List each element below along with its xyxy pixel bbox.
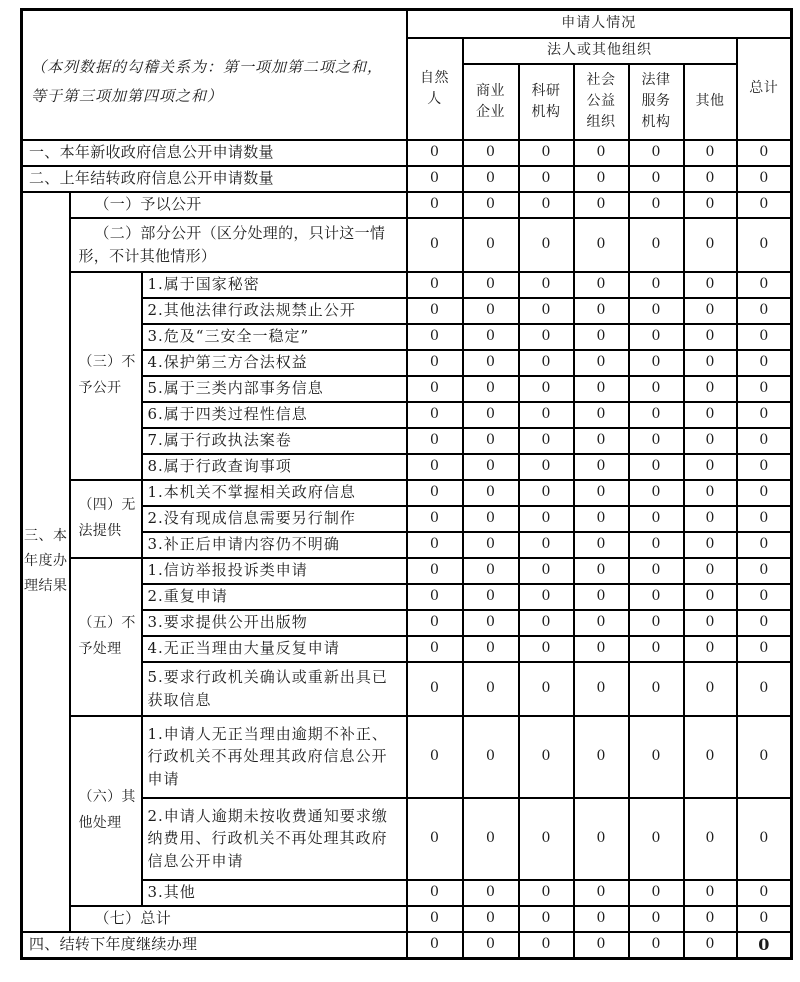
value-cell: 0 bbox=[574, 324, 629, 350]
value-cell: 0 bbox=[574, 140, 629, 166]
value-cell: 0 bbox=[684, 402, 737, 428]
row-carryover-next bbox=[22, 932, 792, 959]
row-granted bbox=[22, 192, 792, 218]
value-cell: 0 bbox=[519, 798, 574, 880]
value-cell: 0 bbox=[684, 376, 737, 402]
value-cell: 0 bbox=[574, 350, 629, 376]
value-cell: 0 bbox=[629, 428, 684, 454]
value-cell: 0 bbox=[629, 272, 684, 298]
row-section3-total bbox=[22, 906, 792, 932]
value-cell: 0 bbox=[407, 880, 463, 906]
item-label: 7.属于行政执法案卷 bbox=[142, 428, 407, 454]
item-label: 3.要求提供公开出版物 bbox=[142, 610, 407, 636]
value-cell: 0 bbox=[407, 610, 463, 636]
value-cell: 0 bbox=[737, 932, 792, 959]
value-cell: 0 bbox=[629, 558, 684, 584]
value-cell: 0 bbox=[463, 584, 519, 610]
value-cell: 0 bbox=[407, 798, 463, 880]
value-cell: 0 bbox=[629, 636, 684, 662]
subsection-label-not-processed: （五）不予处理 bbox=[70, 558, 142, 716]
gov-info-disclosure-request-table bbox=[20, 8, 793, 960]
value-cell: 0 bbox=[463, 272, 519, 298]
value-cell: 0 bbox=[519, 532, 574, 558]
item-label: 3.补正后申请内容仍不明确 bbox=[142, 532, 407, 558]
value-cell: 0 bbox=[737, 140, 792, 166]
value-cell: 0 bbox=[407, 636, 463, 662]
value-cell: 0 bbox=[684, 906, 737, 932]
value-cell: 0 bbox=[574, 166, 629, 192]
value-cell: 0 bbox=[737, 402, 792, 428]
value-cell: 0 bbox=[684, 798, 737, 880]
item-label: 1.申请人无正当理由逾期不补正、行政机关不再处理其政府信息公开申请 bbox=[142, 716, 407, 798]
value-cell: 0 bbox=[519, 610, 574, 636]
value-cell: 0 bbox=[684, 584, 737, 610]
value-cell: 0 bbox=[574, 272, 629, 298]
value-cell: 0 bbox=[574, 880, 629, 906]
value-cell: 0 bbox=[737, 506, 792, 532]
value-cell: 0 bbox=[684, 350, 737, 376]
value-cell: 0 bbox=[407, 272, 463, 298]
item-label: 1.属于国家秘密 bbox=[142, 272, 407, 298]
value-cell: 0 bbox=[463, 428, 519, 454]
row-partial bbox=[22, 218, 792, 272]
value-cell: 0 bbox=[463, 716, 519, 798]
value-cell: 0 bbox=[463, 402, 519, 428]
value-cell: 0 bbox=[463, 532, 519, 558]
value-cell: 0 bbox=[519, 140, 574, 166]
value-cell: 0 bbox=[684, 558, 737, 584]
value-cell: 0 bbox=[407, 324, 463, 350]
subsection-label: （一）予以公开 bbox=[70, 192, 407, 218]
value-cell: 0 bbox=[684, 428, 737, 454]
value-cell: 0 bbox=[574, 402, 629, 428]
value-cell: 0 bbox=[519, 584, 574, 610]
value-cell: 0 bbox=[407, 932, 463, 959]
row-otherhandling-1 bbox=[22, 716, 792, 798]
value-cell: 0 bbox=[463, 880, 519, 906]
value-cell: 0 bbox=[737, 272, 792, 298]
value-cell: 0 bbox=[737, 716, 792, 798]
value-cell: 0 bbox=[629, 506, 684, 532]
value-cell: 0 bbox=[519, 716, 574, 798]
value-cell: 0 bbox=[737, 636, 792, 662]
item-label: 2.没有现成信息需要另行制作 bbox=[142, 506, 407, 532]
col-header-research-institution: 科研机构 bbox=[519, 64, 574, 140]
value-cell: 0 bbox=[463, 480, 519, 506]
value-cell: 0 bbox=[684, 880, 737, 906]
value-cell: 0 bbox=[737, 532, 792, 558]
value-cell: 0 bbox=[737, 480, 792, 506]
value-cell: 0 bbox=[574, 798, 629, 880]
value-cell: 0 bbox=[407, 402, 463, 428]
value-cell: 0 bbox=[519, 428, 574, 454]
value-cell: 0 bbox=[407, 166, 463, 192]
value-cell: 0 bbox=[407, 376, 463, 402]
value-cell: 0 bbox=[574, 610, 629, 636]
value-cell: 0 bbox=[407, 716, 463, 798]
col-header-commercial-enterprise: 商业企业 bbox=[463, 64, 519, 140]
value-cell: 0 bbox=[519, 350, 574, 376]
value-cell: 0 bbox=[684, 532, 737, 558]
value-cell: 0 bbox=[629, 532, 684, 558]
value-cell: 0 bbox=[463, 166, 519, 192]
value-cell: 0 bbox=[574, 428, 629, 454]
item-label: 3.其他 bbox=[142, 880, 407, 906]
value-cell: 0 bbox=[684, 636, 737, 662]
value-cell: 0 bbox=[684, 610, 737, 636]
col-header-social-welfare-org: 社会公益组织 bbox=[574, 64, 629, 140]
value-cell: 0 bbox=[463, 932, 519, 959]
value-cell: 0 bbox=[629, 298, 684, 324]
value-cell: 0 bbox=[407, 506, 463, 532]
item-label: 3.危及“三安全一稳定” bbox=[142, 324, 407, 350]
value-cell: 0 bbox=[684, 716, 737, 798]
value-cell: 0 bbox=[684, 218, 737, 272]
value-cell: 0 bbox=[574, 584, 629, 610]
item-label: 6.属于四类过程性信息 bbox=[142, 402, 407, 428]
row-unable-1 bbox=[22, 480, 792, 506]
item-label: 1.信访举报投诉类申请 bbox=[142, 558, 407, 584]
value-cell: 0 bbox=[737, 428, 792, 454]
header-row-1 bbox=[22, 10, 792, 38]
value-cell: 0 bbox=[463, 376, 519, 402]
value-cell: 0 bbox=[407, 350, 463, 376]
value-cell: 0 bbox=[684, 166, 737, 192]
value-cell: 0 bbox=[463, 218, 519, 272]
value-cell: 0 bbox=[519, 880, 574, 906]
value-cell: 0 bbox=[737, 324, 792, 350]
value-cell: 0 bbox=[407, 298, 463, 324]
value-cell: 0 bbox=[407, 480, 463, 506]
value-cell: 0 bbox=[737, 454, 792, 480]
value-cell: 0 bbox=[463, 558, 519, 584]
value-cell: 0 bbox=[407, 532, 463, 558]
reconciliation-note: （本列数据的勾稽关系为：第一项加第二项之和，等于第三项加第四项之和） bbox=[22, 10, 407, 140]
row-label: 二、上年结转政府信息公开申请数量 bbox=[22, 166, 407, 192]
item-label: 2.其他法律行政法规禁止公开 bbox=[142, 298, 407, 324]
value-cell: 0 bbox=[463, 610, 519, 636]
value-cell: 0 bbox=[737, 192, 792, 218]
value-cell: 0 bbox=[574, 298, 629, 324]
row-notprocessed-1 bbox=[22, 558, 792, 584]
value-cell: 0 bbox=[629, 798, 684, 880]
value-cell: 0 bbox=[463, 454, 519, 480]
col-header-other: 其他 bbox=[684, 64, 737, 140]
value-cell: 0 bbox=[574, 506, 629, 532]
value-cell: 0 bbox=[519, 402, 574, 428]
value-cell: 0 bbox=[463, 350, 519, 376]
value-cell: 0 bbox=[519, 324, 574, 350]
value-cell: 0 bbox=[684, 272, 737, 298]
value-cell: 0 bbox=[629, 166, 684, 192]
subsection-label-other-handling: （六）其他处理 bbox=[70, 716, 142, 906]
value-cell: 0 bbox=[684, 506, 737, 532]
value-cell: 0 bbox=[629, 454, 684, 480]
section3-group-label: 三、本年度办理结果 bbox=[22, 192, 70, 932]
value-cell: 0 bbox=[684, 192, 737, 218]
row-label: 一、本年新收政府信息公开申请数量 bbox=[22, 140, 407, 166]
value-cell: 0 bbox=[519, 454, 574, 480]
value-cell: 0 bbox=[519, 192, 574, 218]
value-cell: 0 bbox=[629, 218, 684, 272]
value-cell: 0 bbox=[574, 376, 629, 402]
value-cell: 0 bbox=[574, 558, 629, 584]
value-cell: 0 bbox=[737, 166, 792, 192]
value-cell: 0 bbox=[684, 454, 737, 480]
value-cell: 0 bbox=[629, 140, 684, 166]
value-cell: 0 bbox=[407, 218, 463, 272]
value-cell: 0 bbox=[574, 192, 629, 218]
value-cell: 0 bbox=[519, 906, 574, 932]
value-cell: 0 bbox=[737, 584, 792, 610]
value-cell: 0 bbox=[737, 298, 792, 324]
value-cell: 0 bbox=[737, 880, 792, 906]
value-cell: 0 bbox=[407, 428, 463, 454]
value-cell: 0 bbox=[629, 584, 684, 610]
value-cell: 0 bbox=[629, 324, 684, 350]
value-cell: 0 bbox=[574, 716, 629, 798]
value-cell: 0 bbox=[684, 298, 737, 324]
value-cell: 0 bbox=[519, 662, 574, 716]
value-cell: 0 bbox=[629, 880, 684, 906]
value-cell: 0 bbox=[463, 192, 519, 218]
item-label: 2.申请人逾期未按收费通知要求缴纳费用、行政机关不再处理其政府信息公开申请 bbox=[142, 798, 407, 880]
value-cell: 0 bbox=[519, 218, 574, 272]
value-cell: 0 bbox=[463, 636, 519, 662]
subsection-label-unable: （四）无法提供 bbox=[70, 480, 142, 558]
value-cell: 0 bbox=[629, 350, 684, 376]
item-label: 4.保护第三方合法权益 bbox=[142, 350, 407, 376]
row-new-requests bbox=[22, 140, 792, 166]
value-cell: 0 bbox=[629, 192, 684, 218]
value-cell: 0 bbox=[574, 932, 629, 959]
value-cell: 0 bbox=[463, 662, 519, 716]
value-cell: 0 bbox=[737, 350, 792, 376]
subsection-label: （二）部分公开（区分处理的，只计这一情形，不计其他情形） bbox=[70, 218, 407, 272]
subsection-label-denied: （三）不予公开 bbox=[70, 272, 142, 480]
value-cell: 0 bbox=[463, 140, 519, 166]
item-label: 1.本机关不掌握相关政府信息 bbox=[142, 480, 407, 506]
value-cell: 0 bbox=[684, 480, 737, 506]
value-cell: 0 bbox=[407, 140, 463, 166]
value-cell: 0 bbox=[574, 532, 629, 558]
value-cell: 0 bbox=[407, 558, 463, 584]
value-cell: 0 bbox=[629, 376, 684, 402]
value-cell: 0 bbox=[407, 192, 463, 218]
value-cell: 0 bbox=[629, 610, 684, 636]
value-cell: 0 bbox=[737, 218, 792, 272]
value-cell: 0 bbox=[519, 636, 574, 662]
value-cell: 0 bbox=[629, 402, 684, 428]
value-cell: 0 bbox=[629, 716, 684, 798]
value-cell: 0 bbox=[519, 932, 574, 959]
item-label: 2.重复申请 bbox=[142, 584, 407, 610]
col-header-legal-service-org: 法律服务机构 bbox=[629, 64, 684, 140]
value-cell: 0 bbox=[684, 324, 737, 350]
value-cell: 0 bbox=[407, 906, 463, 932]
value-cell: 0 bbox=[519, 506, 574, 532]
value-cell: 0 bbox=[407, 454, 463, 480]
value-cell: 0 bbox=[574, 480, 629, 506]
row-carryover-prev bbox=[22, 166, 792, 192]
item-label: 4.无正当理由大量反复申请 bbox=[142, 636, 407, 662]
value-cell: 0 bbox=[629, 932, 684, 959]
value-cell: 0 bbox=[519, 376, 574, 402]
value-cell: 0 bbox=[519, 298, 574, 324]
row-label: 四、结转下年度继续办理 bbox=[22, 932, 407, 959]
value-cell: 0 bbox=[574, 454, 629, 480]
value-cell: 0 bbox=[574, 662, 629, 716]
col-header-natural-person: 自然人 bbox=[407, 38, 463, 140]
value-cell: 0 bbox=[737, 662, 792, 716]
value-cell: 0 bbox=[574, 636, 629, 662]
value-cell: 0 bbox=[737, 610, 792, 636]
value-cell: 0 bbox=[684, 140, 737, 166]
value-cell: 0 bbox=[407, 584, 463, 610]
value-cell: 0 bbox=[629, 662, 684, 716]
value-cell: 0 bbox=[519, 480, 574, 506]
value-cell: 0 bbox=[684, 662, 737, 716]
item-label: 5.要求行政机关确认或重新出具已获取信息 bbox=[142, 662, 407, 716]
col-header-legal-or-other-org: 法人或其他组织 bbox=[463, 38, 737, 64]
col-header-total: 总计 bbox=[737, 38, 792, 140]
value-cell: 0 bbox=[519, 558, 574, 584]
value-cell: 0 bbox=[463, 906, 519, 932]
value-cell: 0 bbox=[737, 798, 792, 880]
value-cell: 0 bbox=[574, 218, 629, 272]
row-denied-1 bbox=[22, 272, 792, 298]
value-cell: 0 bbox=[574, 906, 629, 932]
value-cell: 0 bbox=[737, 376, 792, 402]
subsection-label-total: （七）总计 bbox=[70, 906, 407, 932]
value-cell: 0 bbox=[684, 932, 737, 959]
value-cell: 0 bbox=[629, 906, 684, 932]
value-cell: 0 bbox=[737, 558, 792, 584]
item-label: 5.属于三类内部事务信息 bbox=[142, 376, 407, 402]
value-cell: 0 bbox=[463, 798, 519, 880]
value-cell: 0 bbox=[463, 324, 519, 350]
value-cell: 0 bbox=[463, 506, 519, 532]
item-label: 8.属于行政查询事项 bbox=[142, 454, 407, 480]
value-cell: 0 bbox=[737, 906, 792, 932]
value-cell: 0 bbox=[463, 298, 519, 324]
value-cell: 0 bbox=[519, 166, 574, 192]
value-cell: 0 bbox=[519, 272, 574, 298]
value-cell: 0 bbox=[407, 662, 463, 716]
col-header-applicant-situation: 申请人情况 bbox=[407, 10, 792, 38]
value-cell: 0 bbox=[629, 480, 684, 506]
